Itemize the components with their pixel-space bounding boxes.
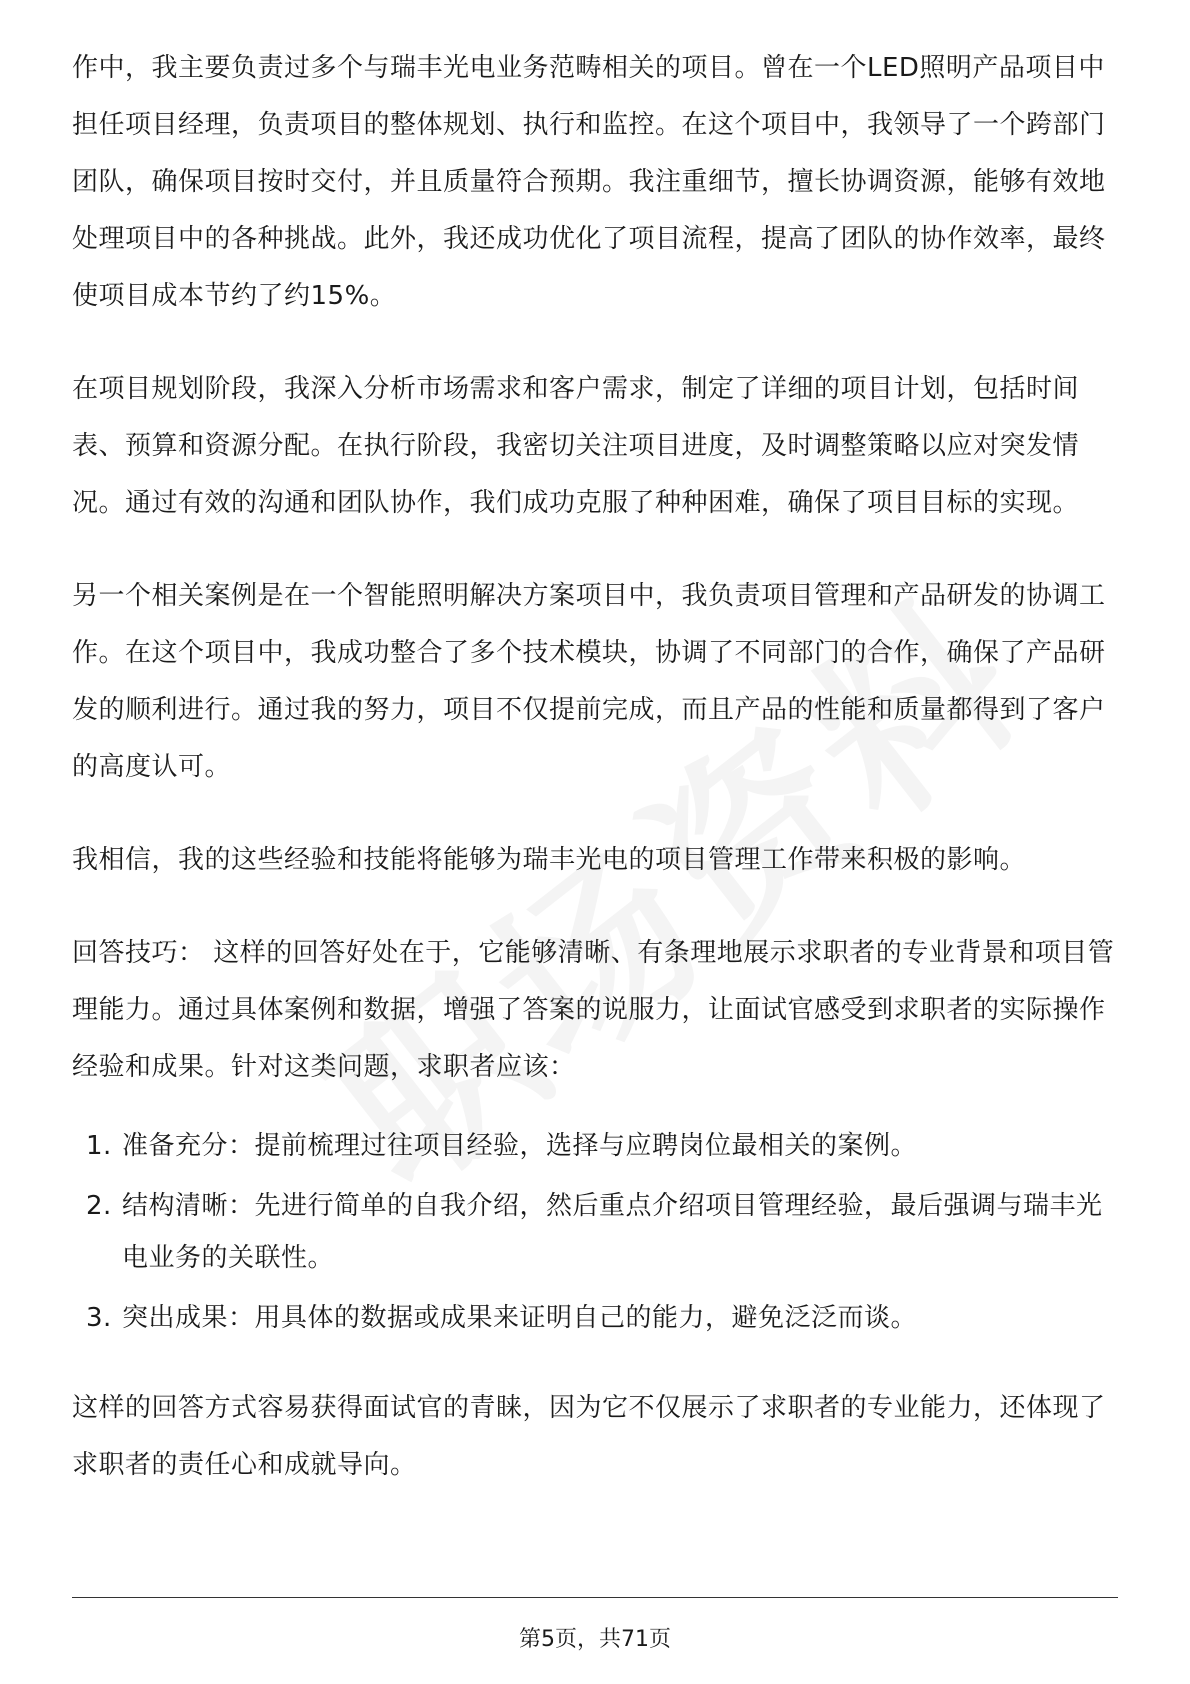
document-body (72, 40, 1122, 1530)
list-number: 1. (86, 1131, 112, 1161)
closing-paragraph: 这样的回答方式容易获得面试官的青睐，因为它不仅展示了求职者的专业能力，还体现了求职者的责任心和成就导向。 (72, 1393, 1106, 1480)
paragraph-2: 在项目规划阶段，我深入分析市场需求和客户需求，制定了详细的项目计划，包括时间表、预算和资源分配。在执行阶段，我密切关注项目进度，及时调整策略以应对突发情况。通过有效的沟通和团队协作，我们成功克服了种种困难，确保了项目目标的实现。 (72, 374, 1080, 518)
paragraph-answer-tips: 回答技巧： 这样的回答好处在于，它能够清晰、有条理地展示求职者的专业背景和项目管理能力。通过具体案例和数据，增强了答案的说服力，让面试官感受到求职者的实际操作经验和成果。针对这类问题，求职者应该： (72, 938, 1115, 1082)
list-item (72, 1292, 1122, 1344)
page-number: 第5页，共71页 (519, 1627, 671, 1652)
paragraph-4: 我相信，我的这些经验和技能将能够为瑞丰光电的项目管理工作带来积极的影响。 (72, 845, 1027, 875)
list-number: 2. (86, 1191, 112, 1221)
list-text: 突出成果：用具体的数据或成果来证明自己的能力，避免泛泛而谈。 (122, 1303, 918, 1333)
footer-divider (72, 1597, 1118, 1598)
paragraph-3: 另一个相关案例是在一个智能照明解决方案项目中，我负责项目管理和产品研发的协调工作。在这个项目中，我成功整合了多个技术模块，协调了不同部门的合作，确保了产品研发的顺利进行。通过我的努力，项目不仅提前完成，而且产品的性能和质量都得到了客户的高度认可。 (72, 581, 1106, 782)
list-item (72, 1120, 1122, 1172)
list-text: 准备充分：提前梳理过往项目经验，选择与应聘岗位最相关的案例。 (122, 1131, 918, 1161)
list-number: 3. (86, 1303, 112, 1333)
list-text: 结构清晰：先进行简单的自我介绍，然后重点介绍项目管理经验，最后强调与瑞丰光电业务的关联性。 (122, 1191, 1103, 1273)
list-item (72, 1180, 1122, 1284)
paragraph-1: 作中，我主要负责过多个与瑞丰光电业务范畴相关的项目。曾在一个LED照明产品项目中担任项目经理，负责项目的整体规划、执行和监控。在这个项目中，我领导了一个跨部门团队，确保项目按时交付，并且质量符合预期。我注重细节，擅长协调资源，能够有效地处理项目中的各种挑战。此外，我还成功优化了项目流程，提高了团队的协作效率，最终使项目成本节约了约15%。 (72, 53, 1106, 311)
tips-list (72, 1120, 1122, 1344)
